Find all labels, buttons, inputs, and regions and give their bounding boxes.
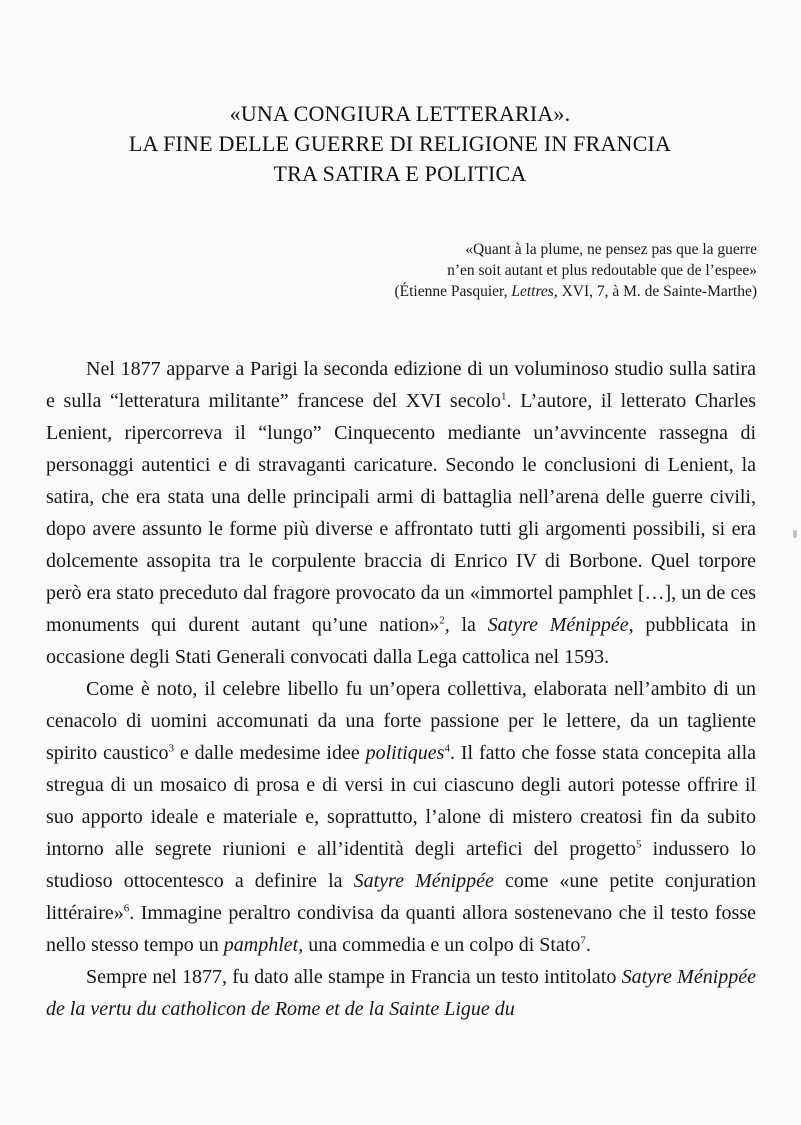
citation-work: Lettres — [511, 283, 554, 300]
italic-title: pamphlet — [223, 934, 299, 956]
citation-reference: , XVI, 7, à M. de Sainte-Marthe) — [553, 283, 757, 300]
body-text — [46, 353, 756, 1025]
bleed-through-texture — [70, 0, 760, 49]
title-line-2: LA FINE DELLE GUERRE DI RELIGIONE IN FRANCIA — [128, 131, 672, 156]
text-run: . L’autore, il letterato Charles Lenient, ripercorreva il “lungo” Cinquecento mediante un’avvincente rassegna di personaggi autentici e di stravaganti caricature. Secondo le conclusioni di Lenient, la satira, che era stata una delle principali armi di battaglia nell’arena delle guerre civili, dopo avere assunto le forme più diverse e affrontato tutti gli argomenti possibili, si era dolcemente assopita tra le corpulente braccia di Enrico IV di Borbone. Quel torpore però era stato preceduto dal fragore provocato da un «immortel pamphlet […], un de ces monuments qui durent autant qu’une nation» — [46, 390, 756, 636]
text-run: e dalle medesime idee — [174, 742, 366, 764]
paragraph — [46, 961, 756, 1025]
footnote-reference: 1 — [501, 390, 507, 403]
epigraph-quote-line-1: «Quant à la plume, ne pensez pas que la guerre — [465, 241, 757, 258]
text-run: . Il fatto che fosse stata concepita alla stregua di un mosaico di prosa e di versi in cui ciascuno degli autori potesse offrire il suo apporto ideale e materiale e, soprattutto, l’alone di mistero creatosi fin da subito intorno alle segrete riunioni e all’identità degli artefici del progetto — [46, 742, 756, 860]
text-run: Come è noto, il celebre libello fu un’opera collettiva, elaborata nell’ambito di un cenacolo di uomini accomunati da una forte passione per le lettere, da un tagliente spirito caustico — [46, 678, 756, 764]
text-run: come «une petite conjuration littéraire» — [46, 870, 756, 924]
italic-title: Satyre Ménippée — [487, 614, 629, 636]
footnote-reference: 7 — [580, 934, 586, 947]
text-run: Nel 1877 apparve a Parigi la seconda edizione di un voluminoso studio sulla satira e sulla “letteratura militante” francese del XVI secolo — [46, 358, 756, 412]
paragraph — [46, 673, 756, 961]
text-run: . Immagine peraltro condivisa da quanti allora sostenevano che il testo fosse nello stesso tempo un — [46, 902, 756, 956]
epigraph-citation — [197, 281, 757, 302]
italic-title: politiques — [365, 742, 445, 764]
text-run: , la — [444, 614, 488, 636]
paragraph — [46, 353, 756, 673]
title-line-3: TRA SATIRA E POLITICA — [273, 161, 527, 186]
text-run: , pubblicata in occasione degli Stati Generali convocati dalla Lega cattolica nel 1593. — [46, 614, 757, 668]
italic-title: Satyre Ménippée — [353, 870, 494, 892]
footnote-reference: 4 — [444, 742, 450, 755]
italic-title: Satyre Ménippée de la vertu du catholicon de Rome et de la Sainte Ligue du — [46, 966, 757, 1020]
paper-speck — [793, 530, 797, 538]
epigraph-quote-line-2: n’en soit autant et plus redoutable que de l’espee» — [447, 262, 757, 279]
footnote-reference: 2 — [439, 614, 445, 627]
footnote-reference: 6 — [123, 902, 130, 915]
text-run: . — [585, 934, 591, 956]
text-run: indussero lo studioso ottocentesco a definire la — [46, 838, 756, 892]
text-run: Sempre nel 1877, fu dato alle stampe in Francia un testo intitolato — [86, 966, 622, 988]
chapter-title — [60, 99, 740, 189]
footnote-reference: 3 — [168, 742, 175, 755]
footnote-reference: 5 — [636, 838, 642, 851]
text-run: , una commedia e un colpo di Stato — [298, 934, 581, 956]
epigraph — [197, 239, 757, 302]
title-line-1: «UNA CONGIURA LETTERARIA». — [229, 101, 571, 126]
citation-author: (Étienne Pasquier, — [394, 283, 512, 300]
